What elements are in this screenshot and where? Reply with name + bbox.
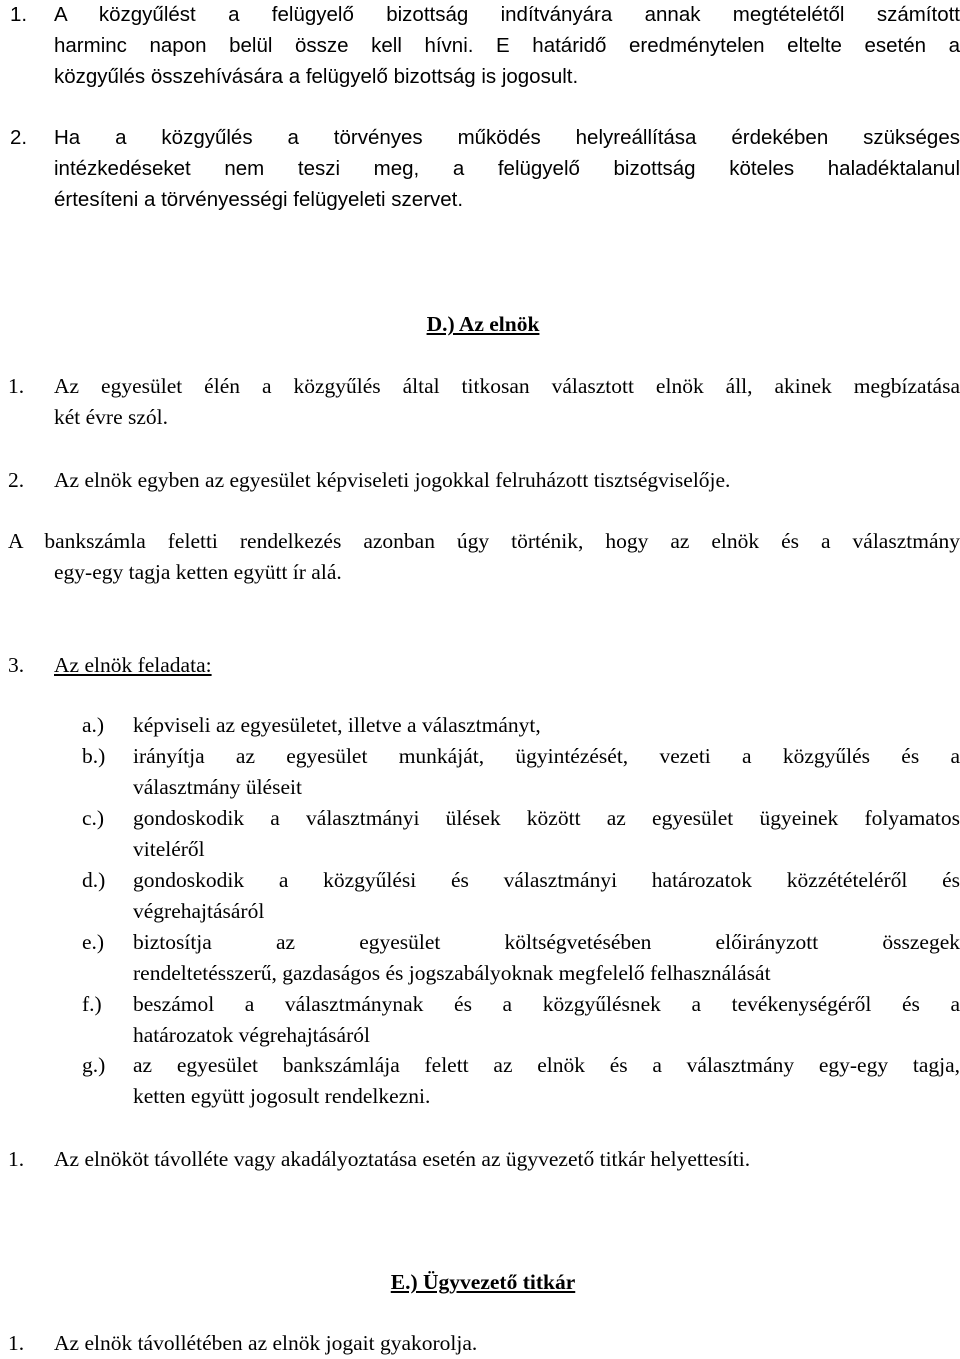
list-label: d.)	[82, 868, 106, 892]
paragraph-line: A bankszámla feletti rendelkezés azonban úgy történik, hogy az elnök és a választmány	[8, 529, 960, 553]
list-text: határozatok végrehajtásáról	[133, 1023, 370, 1047]
section-e-heading: E.) Ügyvezető titkár	[390, 1270, 576, 1294]
list-text: gondoskodik a közgyűlési és választmányi határozatok közzétételéről és	[133, 868, 960, 892]
list-text: képviseli az egyesületet, illetve a választmányt,	[133, 713, 541, 737]
item-number: 2.	[10, 126, 28, 149]
list-text: gondoskodik a választmányi ülések között az egyesület ügyeinek folyamatos	[133, 806, 960, 830]
paragraph-line: Az elnök egyben az egyesület képviseleti jogokkal felruházott tisztségviselője.	[54, 468, 731, 492]
list-text: választmány üléseit	[133, 775, 302, 799]
section-d-heading: D.) Az elnök	[426, 312, 540, 336]
item-number: 1.	[8, 374, 25, 398]
list-label: b.)	[82, 744, 106, 768]
paragraph-line: értesíteni a törvényességi felügyeleti szervet.	[54, 188, 464, 211]
tasks-title: Az elnök feladata:	[54, 653, 212, 677]
list-text: viteléről	[133, 837, 205, 861]
paragraph-line: két évre szól.	[54, 405, 169, 429]
list-label: f.)	[82, 992, 102, 1016]
paragraph-line: A közgyűlést a felügyelő bizottság indítványára annak megtételétől számított	[54, 3, 960, 26]
item-number: 3.	[8, 653, 25, 677]
list-label: c.)	[82, 806, 105, 830]
paragraph-line: Az elnököt távolléte vagy akadályoztatása esetén az ügyvezető titkár helyettesíti.	[54, 1147, 751, 1171]
list-text: biztosítja az egyesület költségvetésében előirányzott összegek	[133, 930, 960, 954]
paragraph-line: Az egyesület élén a közgyűlés által titkosan választott elnök áll, akinek megbízatása	[54, 374, 960, 398]
item-number: 1.	[8, 1331, 25, 1355]
paragraph-line: harminc napon belül össze kell hívni. E határidő eredménytelen eltelte esetén a	[54, 34, 960, 57]
list-label: a.)	[82, 713, 105, 737]
item-number: 1.	[8, 1147, 25, 1171]
list-text: az egyesület bankszámlája felett az elnök és a választmány egy-egy tagja,	[133, 1053, 960, 1077]
list-text: ketten együtt jogosult rendelkezni.	[133, 1084, 431, 1108]
item-number: 2.	[8, 468, 25, 492]
list-label: g.)	[82, 1053, 106, 1077]
paragraph-line: egy-egy tagja ketten együtt ír alá.	[54, 560, 342, 584]
list-text: irányítja az egyesület munkáját, ügyintézését, vezeti a közgyűlés és a	[133, 744, 960, 768]
item-number: 1.	[10, 3, 28, 26]
paragraph-line: Ha a közgyűlés a törvényes működés helyreállítása érdekében szükséges	[54, 126, 960, 149]
paragraph-line: Az elnök távollétében az elnök jogait gyakorolja.	[54, 1331, 478, 1355]
list-label: e.)	[82, 930, 105, 954]
list-text: rendeltetésszerű, gazdaságos és jogszabályoknak megfelelő felhasználását	[133, 961, 771, 985]
paragraph-line: közgyűlés összehívására a felügyelő bizottság is jogosult.	[54, 65, 579, 88]
paragraph-line: intézkedéseket nem teszi meg, a felügyelő bizottság köteles haladéktalanul	[54, 157, 960, 180]
list-text: beszámol a választmánynak és a közgyűlésnek a tevékenységéről és a	[133, 992, 960, 1016]
list-text: végrehajtásáról	[133, 899, 265, 923]
